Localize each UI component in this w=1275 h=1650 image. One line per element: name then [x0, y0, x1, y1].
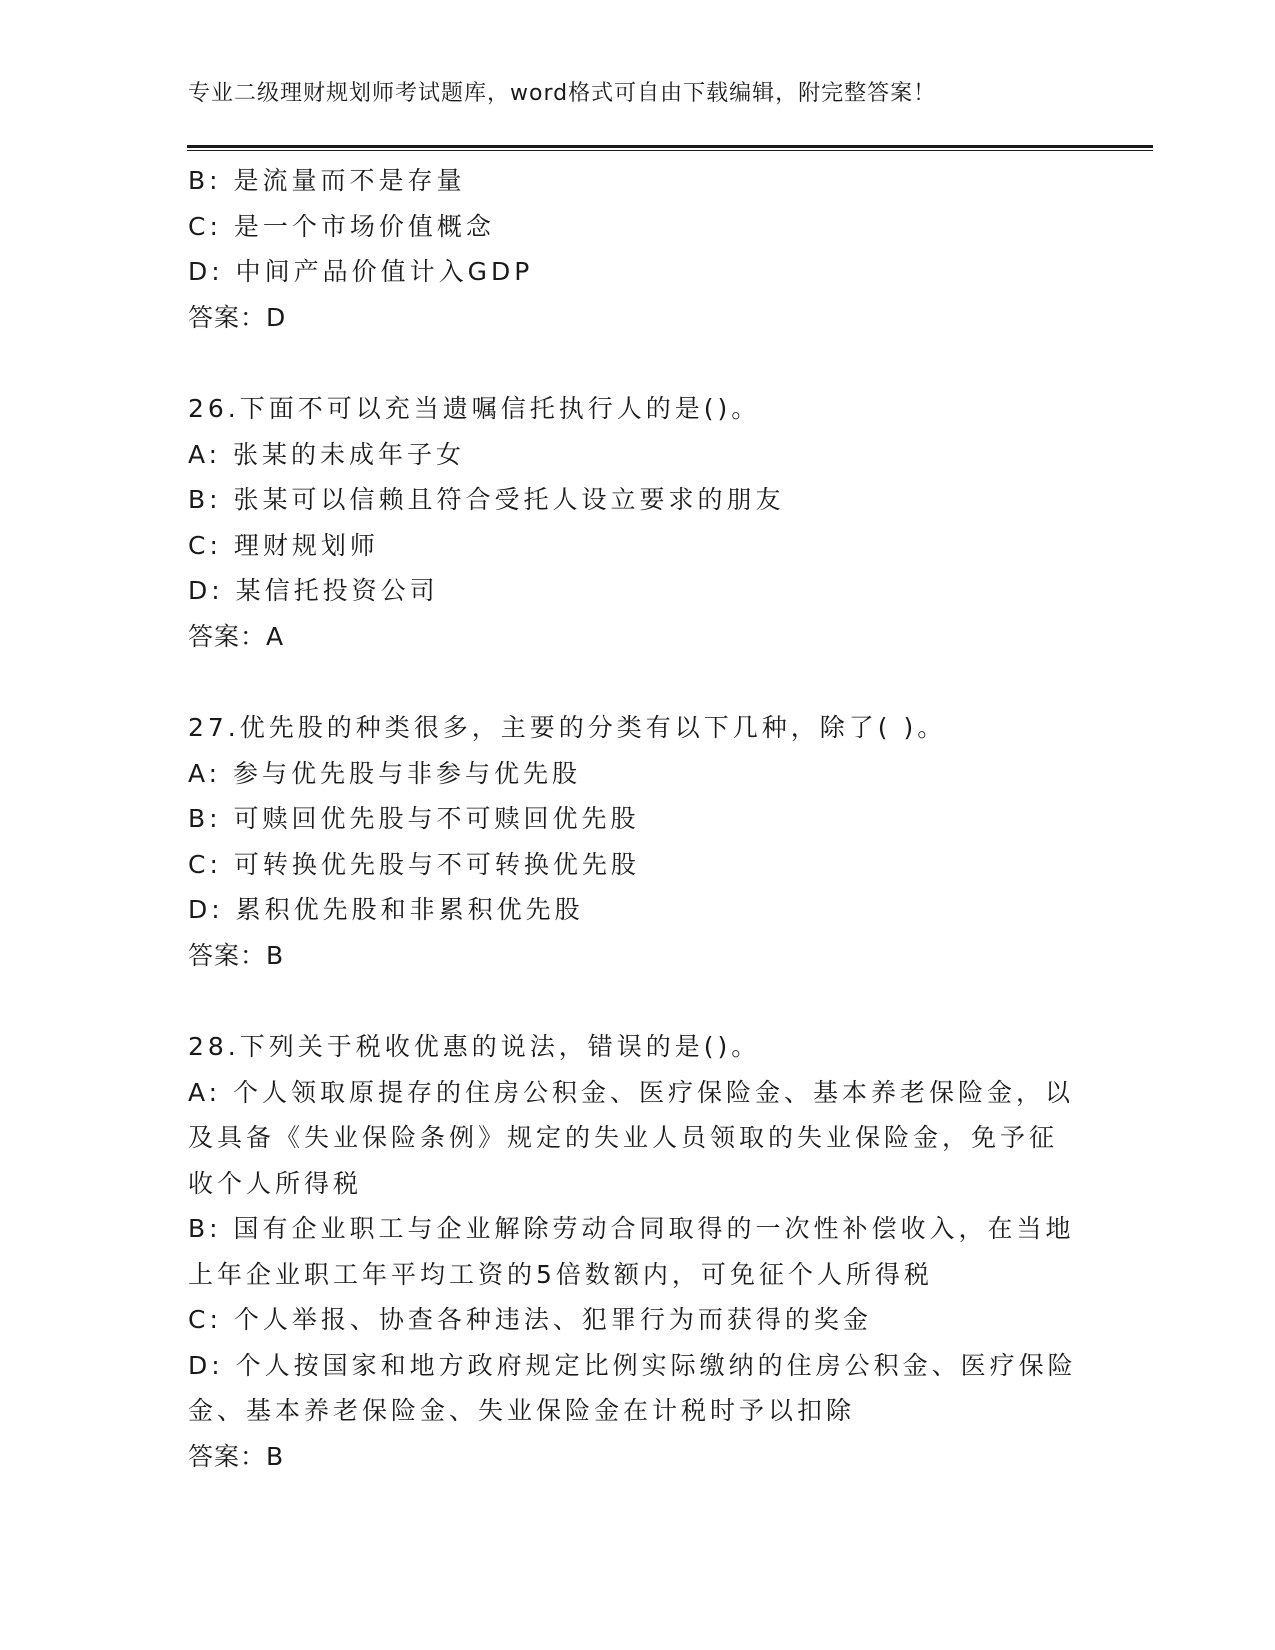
- option-d: D: 中间产品价值计入GDP: [188, 257, 534, 286]
- spacer: [188, 978, 1088, 1024]
- option-d-line-1: D: 个人按国家和地方政府规定比例实际缴纳的住房公积金、医疗保险: [188, 1350, 1077, 1380]
- question-27: [188, 705, 1088, 978]
- option-b: B: 张某可以信赖且符合受托人设立要求的朋友: [188, 485, 785, 514]
- question-content: [188, 158, 1088, 1479]
- option-c: C: 个人举报、协查各种违法、犯罪行为而获得的奖金: [188, 1305, 872, 1334]
- answer-line: 答案：A: [188, 621, 285, 651]
- option-d: D: 某信托投资公司: [188, 576, 439, 605]
- page-header: 专业二级理财规划师考试题库，word格式可自由下载编辑，附完整答案！: [188, 81, 937, 106]
- spacer: [188, 659, 1088, 705]
- option-a: A: 张某的未成年子女: [188, 439, 466, 469]
- question-stem: 27.优先股的种类很多，主要的分类有以下几种，除了( )。: [188, 713, 947, 742]
- option-c: C: 理财规划师: [188, 530, 379, 560]
- option-d-line-2: 金、基本养老保险金、失业保险金在计税时予以扣除: [188, 1396, 856, 1425]
- option-c: C: 是一个市场价值概念: [188, 211, 495, 241]
- option-b-line-2: 上年企业职工年平均工资的5倍数额内，可免征个人所得税: [188, 1259, 933, 1289]
- header-rule-thin: [187, 150, 1153, 151]
- answer-line: 答案：B: [188, 1441, 285, 1471]
- option-c: C: 可转换优先股与不可转换优先股: [188, 849, 640, 879]
- question-25-tail: [188, 158, 1088, 340]
- option-d: [188, 1343, 1088, 1434]
- option-b: B: 可赎回优先股与不可赎回优先股: [188, 804, 640, 833]
- question-stem: 28.下列关于税收优惠的说法，错误的是()。: [188, 1032, 761, 1061]
- question-stem: 26.下面不可以充当遗嘱信托执行人的是()。: [188, 394, 761, 423]
- option-a: [188, 1070, 1088, 1207]
- question-26: [188, 386, 1088, 659]
- answer-line: 答案：D: [188, 302, 287, 332]
- answer-line: 答案：B: [188, 940, 285, 970]
- option-b-line-1: B: 国有企业职工与企业解除劳动合同取得的一次性补偿收入，在当地: [188, 1214, 1075, 1243]
- option-a-line-3: 收个人所得税: [188, 1168, 363, 1198]
- option-b: B: 是流量而不是存量: [188, 166, 466, 195]
- spacer: [188, 340, 1088, 386]
- option-a: A: 参与优先股与非参与优先股: [188, 758, 582, 788]
- option-a-line-2: 及具备《失业保险条例》规定的失业人员领取的失业保险金，免予征: [188, 1123, 1059, 1152]
- option-d: D: 累积优先股和非累积优先股: [188, 895, 584, 924]
- option-a-line-1: A: 个人领取原提存的住房公积金、医疗保险金、基本养老保险金，以: [188, 1077, 1075, 1107]
- header-rule-thick: [187, 145, 1153, 148]
- question-28: [188, 1024, 1088, 1479]
- option-b: [188, 1206, 1088, 1297]
